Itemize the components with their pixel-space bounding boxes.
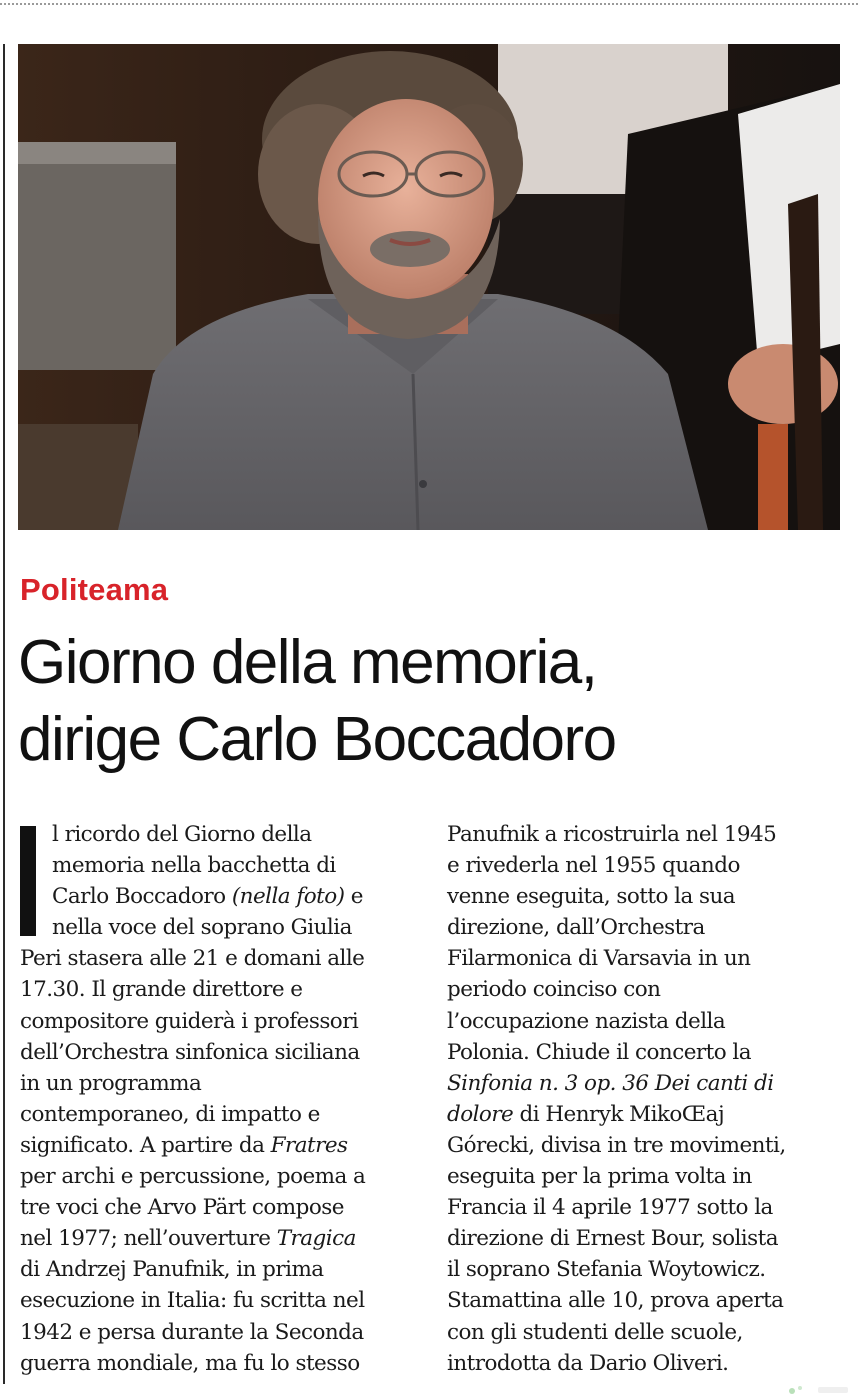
- paragraph-line: direzione di Ernest Bour, solista: [447, 1226, 778, 1252]
- paragraph-line: Francia il 4 aprile 1977 sotto la: [447, 1195, 773, 1221]
- paragraph-line: e rivederla nel 1955 quando: [447, 853, 740, 879]
- paragraph-line: guerra mondiale, ma fu lo stesso: [20, 1350, 360, 1376]
- paragraph-line: Stamattina alle 10, prova aperta: [447, 1288, 784, 1314]
- paragraph-line: tre voci che Arvo Pärt compose: [20, 1195, 344, 1221]
- paragraph-line: 1942 e persa durante la Seconda: [20, 1319, 364, 1345]
- article-photo: [18, 44, 840, 530]
- paragraph-line: nel 1977; nell’ouverture Tragica: [20, 1226, 356, 1252]
- paragraph-line: eseguita per la prima volta in: [447, 1164, 752, 1190]
- paragraph-line: l ricordo del Giorno della: [52, 822, 312, 847]
- left-column-rule: [3, 44, 5, 1384]
- paragraph-line: Peri stasera alle 21 e domani alle: [20, 946, 365, 972]
- top-dotted-rule: [0, 3, 858, 5]
- article-column-right: [447, 819, 847, 1379]
- paragraph-line: venne eseguita, sotto la sua: [447, 884, 736, 910]
- paragraph-line: Sinfonia n. 3 op. 36 Dei canti di: [447, 1070, 774, 1096]
- paragraph-line: Panufnik a ricostruirla nel 1945: [447, 822, 777, 847]
- corner-mark-icon: [784, 1383, 854, 1397]
- headline-line-1: Giorno della memoria,: [18, 628, 597, 697]
- paragraph-line: memoria nella bacchetta di: [52, 853, 336, 879]
- paragraph-line: dell’Orchestra sinfonica siciliana: [20, 1039, 360, 1065]
- paragraph-line: nella voce del soprano Giulia: [52, 915, 352, 941]
- paragraph-line: dolore di Henryk MikoŒaj: [447, 1101, 725, 1127]
- paragraph-line: direzione, dall’Orchestra: [447, 915, 705, 941]
- paragraph-line: Górecki, divisa in tre movimenti,: [447, 1132, 786, 1158]
- headline: [18, 624, 848, 778]
- paragraph-line: introdotta da Dario Oliveri.: [447, 1350, 729, 1376]
- paragraph-line: compositore guiderà i professori: [20, 1008, 359, 1034]
- paragraph-line: periodo coinciso con: [447, 977, 661, 1003]
- paragraph-line: l’occupazione nazista della: [447, 1008, 726, 1034]
- paragraph-line: esecuzione in Italia: fu scritta nel: [20, 1288, 365, 1314]
- paragraph-line: significato. A partire da Fratres: [20, 1132, 348, 1158]
- paragraph-line: contemporaneo, di impatto e: [20, 1101, 320, 1127]
- conductor-portrait-illustration: [18, 44, 840, 530]
- paragraph-line: il soprano Stefania Woytowicz.: [447, 1257, 766, 1283]
- paragraph-line: per archi e percussione, poema a: [20, 1164, 366, 1190]
- paragraph-line: Polonia. Chiude il concerto la: [447, 1039, 751, 1065]
- paragraph-line: in un programma: [20, 1070, 202, 1096]
- paragraph-line: di Andrzej Panufnik, in prima: [20, 1257, 324, 1283]
- paragraph-line: 17.30. Il grande direttore e: [20, 977, 303, 1003]
- paragraph-line: con gli studenti delle scuole,: [447, 1319, 743, 1345]
- paragraph-line: Filarmonica di Varsavia in un: [447, 946, 751, 972]
- section-kicker: Politeama: [20, 572, 169, 607]
- paragraph-line: Carlo Boccadoro (nella foto) e: [52, 884, 363, 910]
- article-column-left: [20, 819, 425, 1379]
- headline-line-2: dirige Carlo Boccadoro: [18, 705, 616, 774]
